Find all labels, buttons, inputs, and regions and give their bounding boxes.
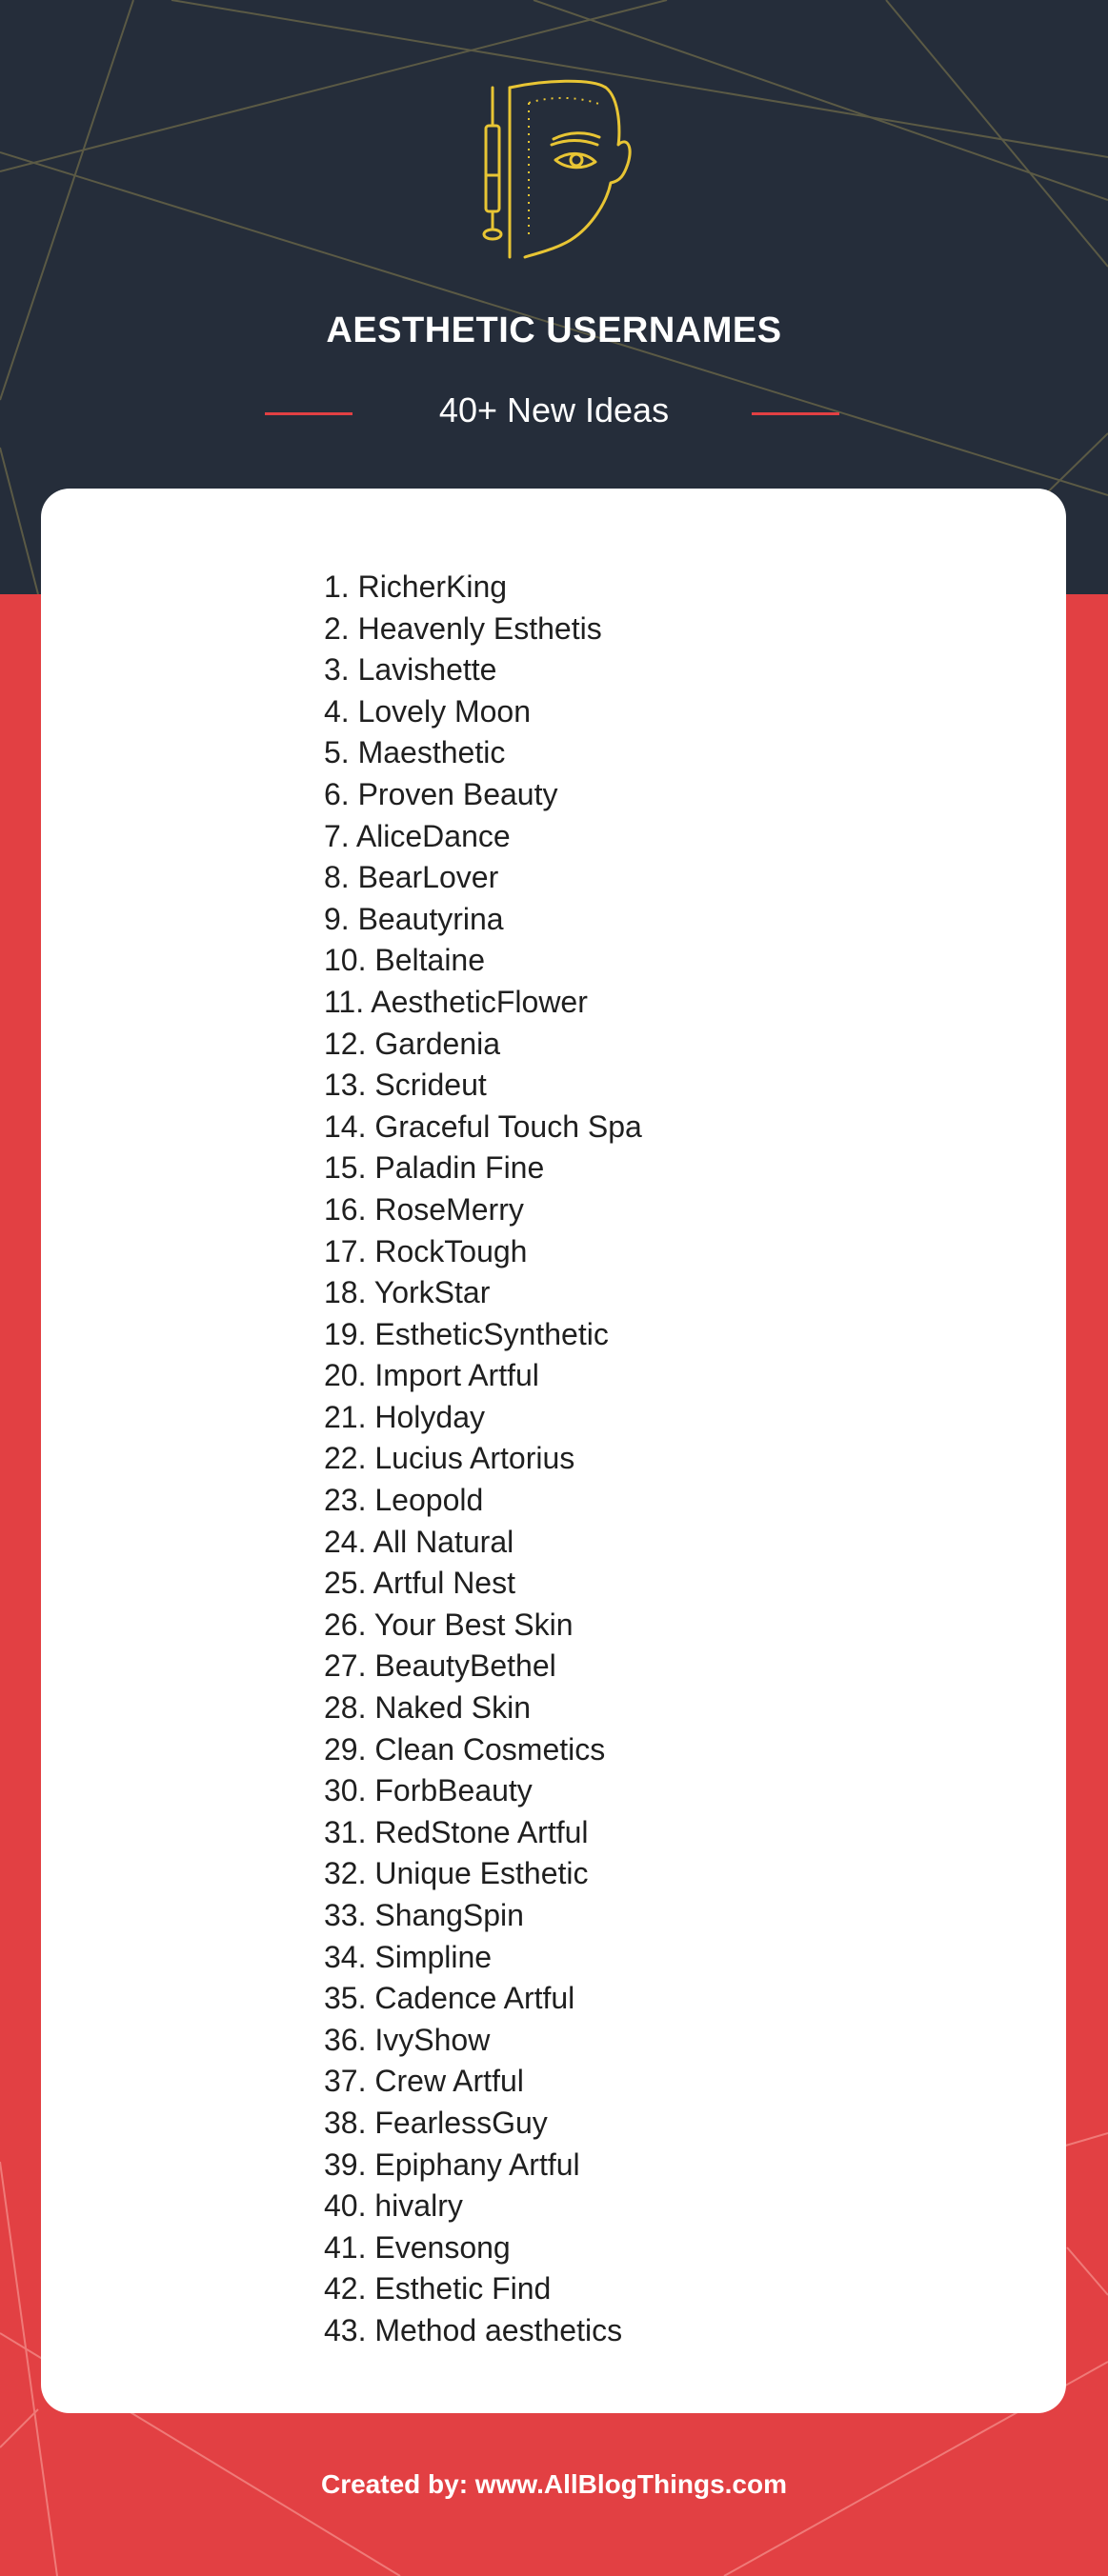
page-title: AESTHETIC USERNAMES <box>326 310 782 350</box>
list-item: 2. Heavenly Esthetis <box>324 610 602 646</box>
list-item: 7. AliceDance <box>324 818 511 853</box>
list-item: 40. hivalry <box>324 2188 463 2224</box>
list-item: 37. Crew Artful <box>324 2064 524 2099</box>
list-item: 1. RicherKing <box>324 569 508 604</box>
decorative-divider-right <box>752 412 839 415</box>
list-item: 41. Evensong <box>324 2229 511 2265</box>
list-item: 14. Graceful Touch Spa <box>324 1108 642 1144</box>
list-item: 38. FearlessGuy <box>324 2105 548 2140</box>
list-item: 12. Gardenia <box>324 1026 501 1061</box>
list-item: 17. RockTough <box>324 1233 528 1268</box>
list-item: 15. Paladin Fine <box>324 1150 545 1186</box>
list-item: 32. Unique Esthetic <box>324 1856 589 1891</box>
list-item: 34. Simpline <box>324 1939 493 1974</box>
list-item: 27. BeautyBethel <box>324 1648 556 1684</box>
face-syringe-icon <box>468 76 639 267</box>
list-item: 33. ShangSpin <box>324 1898 524 1932</box>
list-item: 22. Lucius Artorius <box>324 1441 575 1476</box>
list-item: 19. EstheticSynthetic <box>324 1316 609 1351</box>
list-item: 8. BearLover <box>324 860 499 895</box>
list-item: 4. Lovely Moon <box>324 693 532 729</box>
list-item: 29. Clean Cosmetics <box>324 1731 606 1767</box>
page-subtitle: 40+ New Ideas <box>438 390 670 429</box>
list-item: 3. Lavishette <box>324 652 497 688</box>
list-item: 31. RedStone Artful <box>324 1814 589 1849</box>
list-item: 36. IvyShow <box>324 2022 491 2057</box>
list-item: 35. Cadence Artful <box>324 1981 575 2016</box>
list-item: 24. All Natural <box>324 1524 514 1559</box>
list-item: 23. Leopold <box>324 1483 484 1518</box>
list-item: 43. Method aesthetics <box>324 2312 623 2347</box>
list-item: 5. Maesthetic <box>324 735 506 770</box>
list-item: 30. ForbBeauty <box>324 1773 533 1808</box>
username-list <box>324 567 642 2352</box>
list-item: 13. Scrideut <box>324 1068 487 1103</box>
list-item: 11. AestheticFlower <box>324 984 588 1019</box>
list-item: 20. Import Artful <box>324 1358 539 1393</box>
list-item: 6. Proven Beauty <box>324 776 558 811</box>
list-item: 39. Epiphany Artful <box>324 2147 580 2182</box>
list-item: 18. YorkStar <box>324 1275 491 1310</box>
list-item: 25. Artful Nest <box>324 1566 515 1601</box>
list-item: 28. Naked Skin <box>324 1690 532 1726</box>
list-item: 21. Holyday <box>324 1399 485 1434</box>
usernames-card <box>41 489 1066 2413</box>
list-item: 10. Beltaine <box>324 943 486 978</box>
list-item: 16. RoseMerry <box>324 1191 524 1227</box>
list-item: 42. Esthetic Find <box>324 2271 552 2306</box>
footer-credit: Created by: www.AllBlogThings.com <box>320 2469 787 2499</box>
list-item: 9. Beautyrina <box>324 901 504 936</box>
list-item: 26. Your Best Skin <box>324 1607 574 1642</box>
